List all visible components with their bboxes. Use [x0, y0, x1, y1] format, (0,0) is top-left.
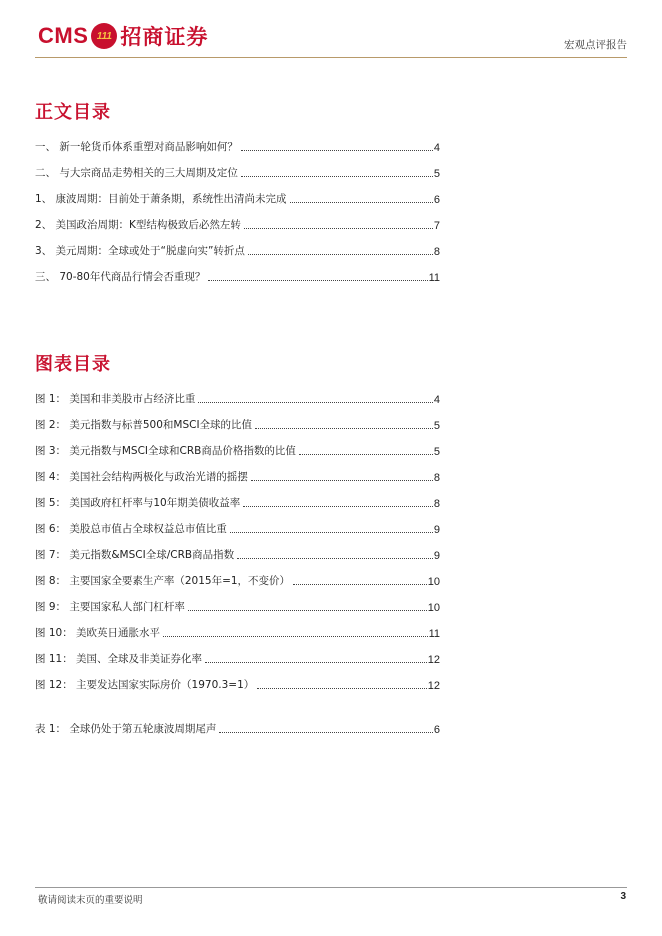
toc-entry[interactable]: [35, 710, 440, 736]
toc-entry[interactable]: [35, 406, 440, 432]
toc-entry[interactable]: [35, 614, 440, 640]
entry-label: 图 12： 主要发达国家实际房价（1970.3=1）: [35, 679, 255, 691]
entry-page-number: 5: [433, 168, 440, 180]
toc-list: [35, 128, 440, 284]
dot-leader: [243, 506, 433, 507]
figures-list: [35, 380, 440, 692]
toc-entry[interactable]: [35, 640, 440, 666]
logo-badge-icon: [91, 23, 117, 49]
logo-chinese: 招商证券: [120, 25, 209, 49]
toc-entry[interactable]: [35, 510, 440, 536]
dot-leader: [205, 662, 427, 663]
entry-label: 图 2： 美元指数与标普500和MSCI全球的比值: [35, 419, 253, 431]
toc-entry[interactable]: [35, 232, 440, 258]
entry-label: 3、 美元周期：全球或处于“脱虚向实”转折点: [35, 245, 245, 257]
toc-entry[interactable]: [35, 536, 440, 562]
header-divider: [35, 57, 627, 58]
toc-entry[interactable]: [35, 666, 440, 692]
report-type: 宏观点评报告: [564, 39, 627, 51]
dot-leader: [290, 202, 433, 203]
entry-label: 图 5： 美国政府杠杆率与10年期美债收益率: [35, 497, 241, 509]
entry-page-number: 4: [433, 394, 440, 406]
dot-leader: [219, 732, 433, 733]
entry-label: 图 9： 主要国家私人部门杠杆率: [35, 601, 185, 613]
toc-entry[interactable]: [35, 206, 440, 232]
entry-page-number: 4: [433, 142, 440, 154]
dot-leader: [257, 688, 426, 689]
dot-leader: [244, 228, 433, 229]
dot-leader: [241, 176, 433, 177]
entry-label: 图 1： 美国和非美股市占经济比重: [35, 393, 196, 405]
cms-logo: [38, 22, 208, 50]
toc-entry[interactable]: [35, 484, 440, 510]
logo-badge-text: 111: [96, 30, 112, 42]
dot-leader: [255, 428, 433, 429]
toc-entry[interactable]: [35, 154, 440, 180]
entry-label: 图 6： 美股总市值占全球权益总市值比重: [35, 523, 227, 535]
entry-page-number: 10: [427, 576, 440, 588]
dot-leader: [208, 280, 427, 281]
entry-page-number: 9: [433, 524, 440, 536]
entry-page-number: 7: [433, 220, 440, 232]
tables-list: [35, 710, 440, 736]
toc-entry[interactable]: [35, 432, 440, 458]
footer-divider: [35, 887, 627, 888]
entry-page-number: 8: [433, 246, 440, 258]
entry-page-number: 8: [433, 472, 440, 484]
entry-page-number: 8: [433, 498, 440, 510]
figures-title: 图表目录: [35, 354, 111, 375]
entry-label: 图 10： 美欧英日通胀水平: [35, 627, 161, 639]
entry-page-number: 5: [433, 420, 440, 432]
logo-latin: CMS: [38, 23, 89, 48]
entry-label: 图 11： 美国、全球及非美证券化率: [35, 653, 203, 665]
entry-label: 二、 与大宗商品走势相关的三大周期及定位: [35, 167, 238, 179]
toc-entry[interactable]: [35, 562, 440, 588]
dot-leader: [237, 558, 433, 559]
dot-leader: [163, 636, 428, 637]
dot-leader: [241, 150, 433, 151]
entry-page-number: 10: [427, 602, 440, 614]
page-number: 3: [620, 891, 626, 902]
dot-leader: [293, 584, 427, 585]
entry-label: 一、 新一轮货币体系重塑对商品影响如何？: [35, 141, 238, 153]
entry-page-number: 6: [433, 724, 440, 736]
footer-notice: 敬请阅读末页的重要说明: [38, 895, 143, 906]
page-header: [0, 0, 662, 62]
entry-label: 图 8： 主要国家全要素生产率（2015年=1，不变价）: [35, 575, 291, 587]
toc-entry[interactable]: [35, 180, 440, 206]
entry-page-number: 11: [428, 628, 440, 640]
entry-label: 表 1： 全球仍处于第五轮康波周期尾声: [35, 723, 217, 735]
entry-page-number: 12: [427, 654, 440, 666]
toc-entry[interactable]: [35, 258, 440, 284]
dot-leader: [188, 610, 427, 611]
dot-leader: [198, 402, 433, 403]
entry-label: 三、 70-80年代商品行情会否重现？: [35, 271, 206, 283]
entry-page-number: 9: [433, 550, 440, 562]
entry-page-number: 11: [428, 272, 440, 284]
entry-label: 图 7： 美元指数&MSCI全球/CRB商品指数: [35, 549, 235, 561]
entry-page-number: 6: [433, 194, 440, 206]
entry-page-number: 5: [433, 446, 440, 458]
dot-leader: [299, 454, 433, 455]
toc-entry[interactable]: [35, 458, 440, 484]
toc-title: 正文目录: [35, 102, 111, 123]
dot-leader: [230, 532, 433, 533]
toc-entry[interactable]: [35, 588, 440, 614]
toc-entry[interactable]: [35, 128, 440, 154]
dot-leader: [251, 480, 433, 481]
entry-label: 2、 美国政治周期：K型结构极致后必然左转: [35, 219, 241, 231]
entry-page-number: 12: [427, 680, 440, 692]
entry-label: 图 3： 美元指数与MSCI全球和CRB商品价格指数的比值: [35, 445, 296, 457]
entry-label: 1、 康波周期：目前处于萧条期，系统性出清尚未完成: [35, 193, 287, 205]
dot-leader: [248, 254, 433, 255]
toc-entry[interactable]: [35, 380, 440, 406]
entry-label: 图 4： 美国社会结构两极化与政治光谱的摇摆: [35, 471, 248, 483]
